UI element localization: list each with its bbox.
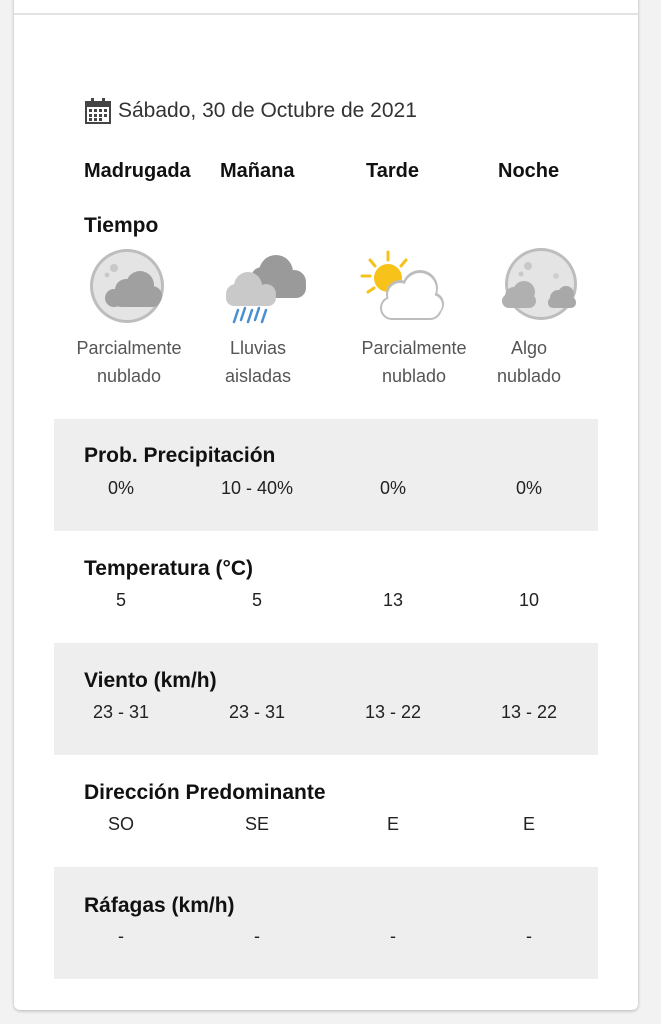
- precipitation-value: 0%: [379, 478, 406, 498]
- isolated-showers-icon: [218, 248, 308, 332]
- weather-desc-line: nublado: [381, 366, 447, 386]
- weather-desc-line: Lluvias: [229, 338, 287, 358]
- gusts-value: -: [118, 926, 124, 946]
- forecast-date: Sábado, 30 de Octubre de 2021: [118, 99, 417, 122]
- column-header-madrugada: Madrugada: [84, 160, 191, 182]
- temperature-value: 13: [382, 590, 404, 610]
- temperature-value: 5: [251, 590, 262, 610]
- temperature-value: 10: [518, 590, 540, 610]
- partly-cloudy-day-icon: [358, 248, 448, 332]
- direction-value: E: [386, 814, 399, 834]
- weather-desc-line: nublado: [496, 366, 562, 386]
- weather-desc-noche: [464, 334, 594, 390]
- wind-value: 13 - 22: [500, 702, 558, 722]
- weather-desc-manana: [193, 334, 323, 390]
- weather-desc-tarde: [349, 334, 479, 390]
- gusts-value: -: [254, 926, 260, 946]
- temperature-value: 5: [115, 590, 126, 610]
- column-header-tarde: Tarde: [366, 160, 419, 182]
- weather-desc-line: aisladas: [224, 366, 292, 386]
- row-band-gusts: [54, 867, 598, 979]
- weather-desc-line: Parcialmente: [361, 338, 467, 358]
- date-row: [84, 96, 417, 126]
- calendar-icon: [84, 97, 112, 125]
- column-header-noche: Noche: [498, 160, 560, 182]
- few-clouds-night-icon: [496, 248, 586, 332]
- wind-title: Viento (km/h): [84, 669, 217, 692]
- divider: [14, 13, 638, 15]
- precipitation-value: 0%: [515, 478, 542, 498]
- precipitation-value: 0%: [107, 478, 134, 498]
- weather-desc-line: nublado: [96, 366, 162, 386]
- wind-value: 13 - 22: [364, 702, 422, 722]
- precipitation-value: 10 - 40%: [220, 478, 294, 498]
- row-band-wind: [54, 643, 598, 755]
- gusts-value: -: [526, 926, 532, 946]
- partly-cloudy-night-icon: [84, 248, 174, 332]
- gusts-title: Ráfagas (km/h): [84, 894, 235, 917]
- wind-value: 23 - 31: [92, 702, 150, 722]
- weather-desc-madrugada: [64, 334, 194, 390]
- row-band-direction: [54, 755, 598, 867]
- precipitation-title: Prob. Precipitación: [84, 444, 276, 467]
- weather-desc-line: Algo: [510, 338, 548, 358]
- column-header-manana: Mañana: [220, 160, 295, 182]
- weather-section-title: Tiempo: [84, 214, 159, 237]
- temperature-title: Temperatura (°C): [84, 557, 254, 580]
- row-band-precipitation: [54, 419, 598, 531]
- direction-value: SO: [107, 814, 134, 834]
- direction-value: SE: [244, 814, 269, 834]
- direction-value: E: [522, 814, 535, 834]
- row-band-temperature: [54, 531, 598, 643]
- direction-title: Dirección Predominante: [84, 781, 326, 804]
- wind-value: 23 - 31: [228, 702, 286, 722]
- weather-desc-line: Parcialmente: [76, 338, 182, 358]
- gusts-value: -: [390, 926, 396, 946]
